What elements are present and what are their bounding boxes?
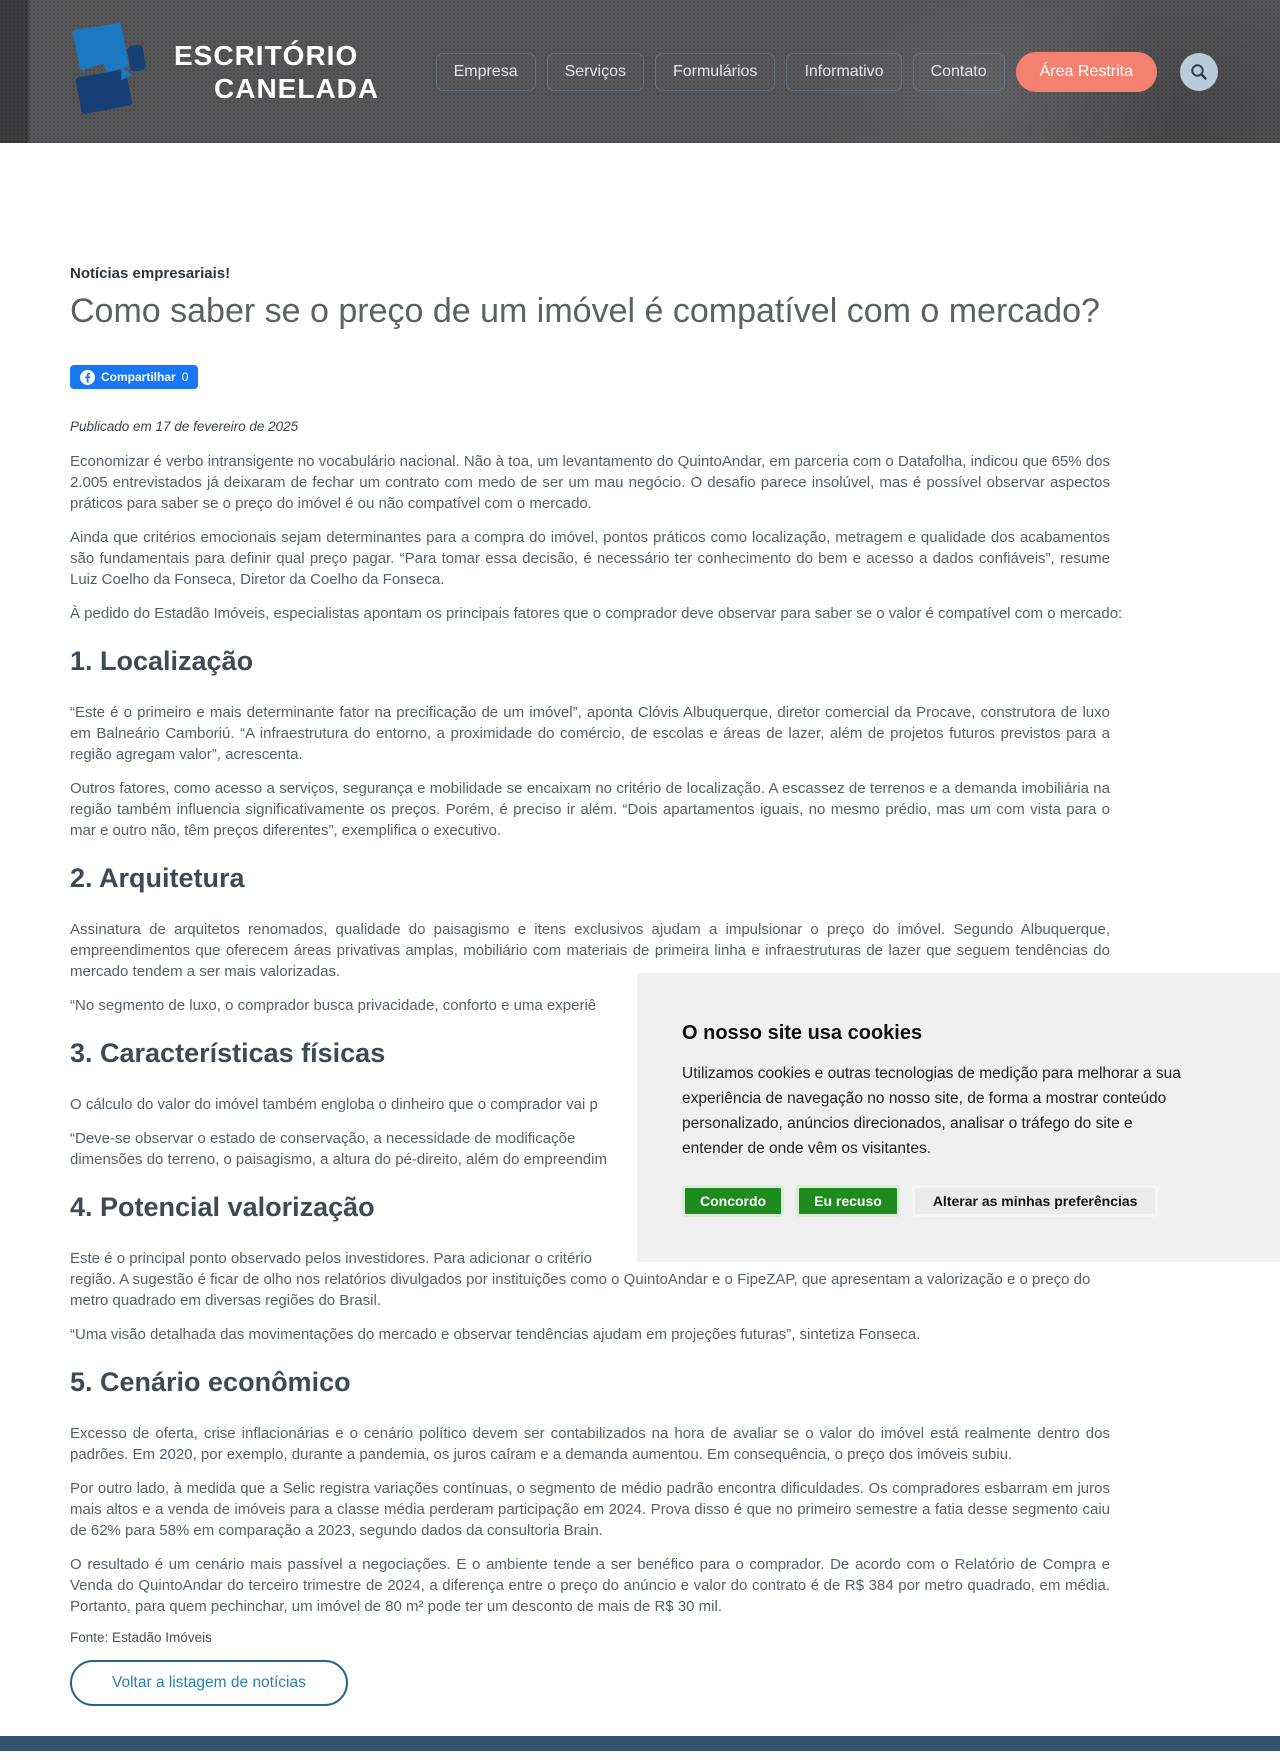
paragraph-line: metro quadrado em diversas regiões do Brasil. bbox=[70, 1292, 381, 1309]
site-logo[interactable] bbox=[68, 20, 379, 124]
section-paragraph: O resultado é um cenário mais passível a negociações. E o ambiente tende a ser benéfico para o comprador. De acordo com o Relatório de Compra e Venda do QuintoAndar do terceiro trimestre de 2024, a diferença entre o preço do anúncio e valor do contrato é de R$ 384 por metro quadrado, em média. Portanto, para quem pechinchar, um imóvel de 80 m² pode ter um desconto de mais de R$ 30 mil. bbox=[70, 1556, 1110, 1615]
restricted-area-button[interactable]: Área Restrita bbox=[1016, 52, 1157, 92]
logo-line2: CANELADA bbox=[214, 72, 380, 104]
article-kicker: Notícias empresariais! bbox=[70, 265, 231, 282]
section-paragraph-truncated: O cálculo do valor do imóvel também engloba o dinheiro que o comprador vai p bbox=[70, 1096, 598, 1113]
nav-item-empresa[interactable]: Empresa bbox=[436, 53, 536, 91]
section-heading-arquitetura: 2. Arquitetura bbox=[70, 863, 245, 893]
paragraph-line: região. A sugestão é ficar de olho nos relatórios divulgados por instituições como o QuintoAndar e o FipeZAP, que apresentam a valorização e o preço do bbox=[70, 1271, 1091, 1288]
published-date: Publicado em 17 de fevereiro de 2025 bbox=[70, 419, 299, 434]
share-count: 0 bbox=[181, 370, 189, 384]
cookie-banner-title: O nosso site usa cookies bbox=[682, 1022, 923, 1044]
section-paragraph: “Uma visão detalhada das movimentações do mercado e observar tendências ajudam em projeções futuras”, sintetiza Fonseca. bbox=[70, 1326, 921, 1343]
back-to-news-button[interactable]: Voltar a listagem de notícias bbox=[70, 1660, 348, 1706]
cookie-banner-body: Utilizamos cookies e outras tecnologias de medição para melhorar a sua experiência de navegação no nosso site, de forma a mostrar conteúdo personalizado, anúncios direcionados, analisar o tráfego do site e entender de onde vêm os visitantes. bbox=[682, 1065, 1181, 1157]
search-icon bbox=[1189, 62, 1209, 82]
section-paragraph: Assinatura de arquitetos renomados, qualidade do paisagismo e itens exclusivos ajudam a impulsionar o preço do imóvel. Segundo Albuquerque, empreendimentos que oferecem áreas privativas amplas, mobiliário com materiais de primeira linha e infraestruturas de lazer que seguem tendências do mercado tendem a ser mais valorizadas. bbox=[70, 921, 1110, 980]
logo-text bbox=[174, 39, 379, 105]
section-paragraph: Excesso de oferta, crise inflacionárias e o cenário político devem ser contabilizados na hora de avaliar se o valor do imóvel está realmente dentro dos padrões. Em 2020, por exemplo, durante a pandemia, os juros caíram e a demanda aumentou. Em consequência, o preço dos imóveis subiu. bbox=[70, 1425, 1110, 1463]
logo-mark-icon bbox=[68, 20, 160, 124]
nav-item-informativo[interactable]: Informativo bbox=[786, 53, 901, 91]
intro-paragraph: À pedido do Estadão Imóveis, especialistas apontam os principais fatores que o comprador deve observar para saber se o valor é compatível com o mercado: bbox=[70, 605, 1123, 622]
section-paragraph-truncated: “No segmento de luxo, o comprador busca privacidade, conforto e uma experiê bbox=[70, 997, 597, 1014]
section-heading-localizacao: 1. Localização bbox=[70, 646, 254, 676]
paragraph-line: Este é o principal ponto observado pelos investidores. Para adicionar o critério bbox=[70, 1250, 592, 1267]
nav-item-contato[interactable]: Contato bbox=[913, 53, 1005, 91]
cookie-banner-buttons bbox=[682, 1185, 1280, 1217]
search-button[interactable] bbox=[1180, 53, 1218, 91]
article-source: Fonte: Estadão Imóveis bbox=[70, 1630, 212, 1645]
section-heading-caracteristicas-fisicas: 3. Características físicas bbox=[70, 1038, 386, 1068]
site-header bbox=[0, 0, 1280, 143]
section-heading-potencial-valorizacao: 4. Potencial valorização bbox=[70, 1192, 375, 1222]
main-nav bbox=[436, 52, 1218, 92]
section-heading-cenario-economico: 5. Cenário econômico bbox=[70, 1367, 351, 1397]
logo-line1: ESCRITÓRIO bbox=[174, 39, 359, 71]
footer-spacer bbox=[0, 1706, 1280, 1736]
cookie-refuse-button[interactable]: Eu recuso bbox=[796, 1185, 900, 1217]
paragraph-line: dimensões do terreno, o paisagismo, a altura do pé-direito, além do empreendim bbox=[70, 1151, 607, 1168]
facebook-icon bbox=[80, 370, 95, 385]
section-paragraph: “Este é o primeiro e mais determinante fator na precificação de um imóvel”, aponta Clóvis Albuquerque, diretor comercial da Procave, construtora de luxo em Balneário Camboriú. “A infraestrutura do entorno, a proximidade do comércio, de escolas e áreas de lazer, além de projetos futuros previstos para a região agregam valor”, acrescenta. bbox=[70, 704, 1110, 763]
cookie-preferences-button[interactable]: Alterar as minhas preferências bbox=[912, 1185, 1159, 1217]
intro-paragraph: Economizar é verbo intransigente no vocabulário nacional. Não à toa, um levantamento do QuintoAndar, em parceria com o Datafolha, indicou que 65% dos 2.005 entrevistados já deixaram de fechar um contrato com medo de ser um mau negócio. O desafio parece insolúvel, mas é possível observar aspectos práticos para saber se o preço do imóvel é ou não compatível com o mercado. bbox=[70, 453, 1110, 512]
article-main bbox=[0, 143, 1123, 1706]
facebook-share-button[interactable] bbox=[70, 365, 198, 389]
share-label: Compartilhar bbox=[101, 370, 176, 384]
footer-bar bbox=[0, 1736, 1280, 1751]
page-title: Como saber se o preço de um imóvel é compatível com o mercado? bbox=[70, 292, 1100, 330]
paragraph-line: “Deve-se observar o estado de conservação, a necessidade de modificaçõe bbox=[70, 1130, 576, 1147]
cookie-banner bbox=[637, 973, 1280, 1262]
section-paragraph: Outros fatores, como acesso a serviços, segurança e mobilidade se encaixam no critério de localização. A escassez de terrenos e a demanda imobiliária na região também influencia significativamente os preços. Porém, é preciso ir além. “Dois apartamentos iguais, no mesmo prédio, mas um com vista para o mar e outro não, têm preços diferentes”, exemplifica o executivo. bbox=[70, 780, 1110, 839]
nav-item-formularios[interactable]: Formulários bbox=[655, 53, 775, 91]
cookie-accept-button[interactable]: Concordo bbox=[682, 1185, 784, 1217]
nav-item-servicos[interactable]: Serviços bbox=[547, 53, 644, 91]
intro-paragraph: Ainda que critérios emocionais sejam determinantes para a compra do imóvel, pontos práticos como localização, metragem e qualidade dos acabamentos são fundamentais para definir qual preço pagar. “Para tomar essa decisão, é necessário ter conhecimento do bem e acesso a dados confiáveis”, resume Luiz Coelho da Fonseca, Diretor da Coelho da Fonseca. bbox=[70, 529, 1110, 588]
section-paragraph: Por outro lado, à medida que a Selic registra variações contínuas, o segmento de médio padrão encontra dificuldades. Os compradores esbarram em juros mais altos e a venda de imóveis para a classe média perderam participação em 2024. Prova disso é que no primeiro semestre a fatia desse segmento caiu de 62% para 58% em comparação a 2023, segundo dados da consultoria Brain. bbox=[70, 1480, 1110, 1539]
